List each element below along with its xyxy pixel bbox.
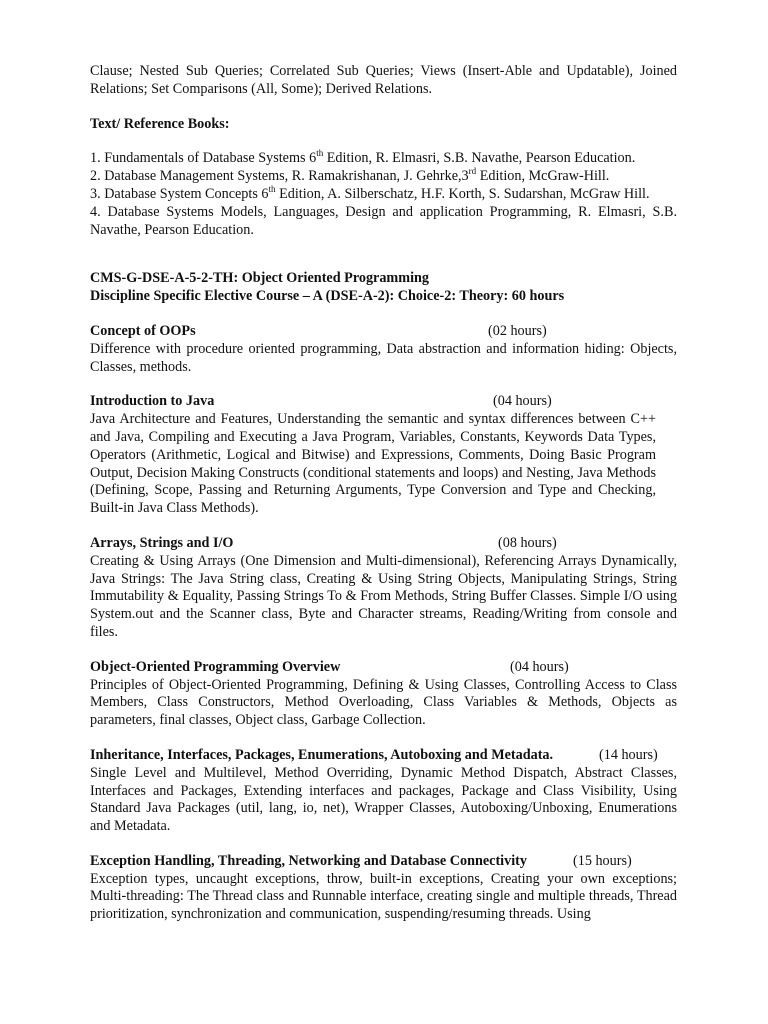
section-title: Object-Oriented Programming Overview [90,658,341,675]
section-body: Creating & Using Arrays (One Dimension and Multi-dimensional), Referencing Arrays Dynamically, Java Strings: The Java String class, Creating & Using String Objects, Manipulating Strings, String Immutability & Equality, Passing Strings To & From Methods, String Buffer Classes. Simple I/O using System.out and the Scanner class, Byte and Character streams, Reading/Writing from console and files. [90,552,677,640]
syllabus-section [90,659,677,730]
section-title: Exception Handling, Threading, Networking and Database Connectivity [90,852,527,869]
section-body: Principles of Object-Oriented Programming, Defining & Using Classes, Controlling Access to Class Members, Class Constructors, Method Overloading, Class Variables & Methods, Objects as parameters, final classes, Object class, Garbage Collection. [90,676,677,729]
section-hours: (08 hours) [498,534,557,551]
reference-books-list [90,150,677,239]
syllabus-section [90,323,677,376]
section-hours: (15 hours) [573,852,632,869]
section-hours: (04 hours) [510,658,569,675]
section-title: Introduction to Java [90,393,215,410]
section-title: Arrays, Strings and I/O [90,534,234,551]
section-body: Single Level and Multilevel, Method Overriding, Dynamic Method Dispatch, Abstract Classes, Interfaces and Packages, Extending interfaces and packages, Package and Class Visibility, Using Standard Java Packages (util, lang, io, net), Wrapper Classes, Autoboxing/Unboxing, Enumerations and Metadata. [90,764,677,835]
section-body: Difference with procedure oriented programming, Data abstraction and information hiding: Objects, Classes, methods. [90,340,677,375]
syllabus-section [90,853,677,924]
section-hours: (14 hours) [599,746,658,763]
course-code-title: CMS-G-DSE-A-5-2-TH: Object Oriented Programming [90,270,429,287]
book-item: 4. Database Systems Models, Languages, Design and application Programming, R. Elmasri, S.B. Navathe, Pearson Education. [90,203,677,238]
book-item: 3. Database System Concepts 6th Edition, A. Silberschatz, H.F. Korth, S. Sudarshan, McGraw Hill. [90,183,650,202]
syllabus-section [90,747,677,836]
books-heading: Text/ Reference Books: [90,115,230,132]
intro-paragraph: Clause; Nested Sub Queries; Correlated Sub Queries; Views (Insert-Able and Updatable), Joined Relations; Set Comparisons (All, Some); Derived Relations. [90,63,677,97]
section-body: Exception types, uncaught exceptions, throw, built-in exceptions, Creating your own exceptions; Multi-threading: The Thread class and Runnable interface, creating single and multiple threads, Thread prioritization, synchronization and communication, suspending/resuming threads. Using [90,870,677,923]
syllabus-section [90,393,677,518]
section-title: Concept of OOPs [90,322,196,339]
course-subtitle: Discipline Specific Elective Course – A (DSE-A-2): Choice-2: Theory: 60 hours [90,288,565,305]
document-page [90,63,677,924]
section-hours: (04 hours) [493,393,552,410]
section-body: Java Architecture and Features, Understanding the semantic and syntax differences between C++ and Java, Compiling and Executing a Java Program, Variables, Constants, Keywords Data Types, Operators (Arithmetic, Logical and Bitwise) and Expressions, Comments, Doing Basic Program Output, Decision Making Constructs (conditional statements and loops) and Nesting, Java Methods (Defining, Scope, Passing and Returning Arguments, Type Conversion and Type and Checking, Built-in Java Class Methods). [90,411,656,517]
book-item: 1. Fundamentals of Database Systems 6th Edition, R. Elmasri, S.B. Navathe, Pearson Education. [90,148,636,167]
section-title: Inheritance, Interfaces, Packages, Enumerations, Autoboxing and Metadata. [90,746,554,763]
syllabus-section [90,535,677,642]
section-hours: (02 hours) [488,322,547,339]
book-item: 2. Database Management Systems, R. Ramakrishanan, J. Gehrke,3rd Edition, McGraw-Hill. [90,166,610,185]
